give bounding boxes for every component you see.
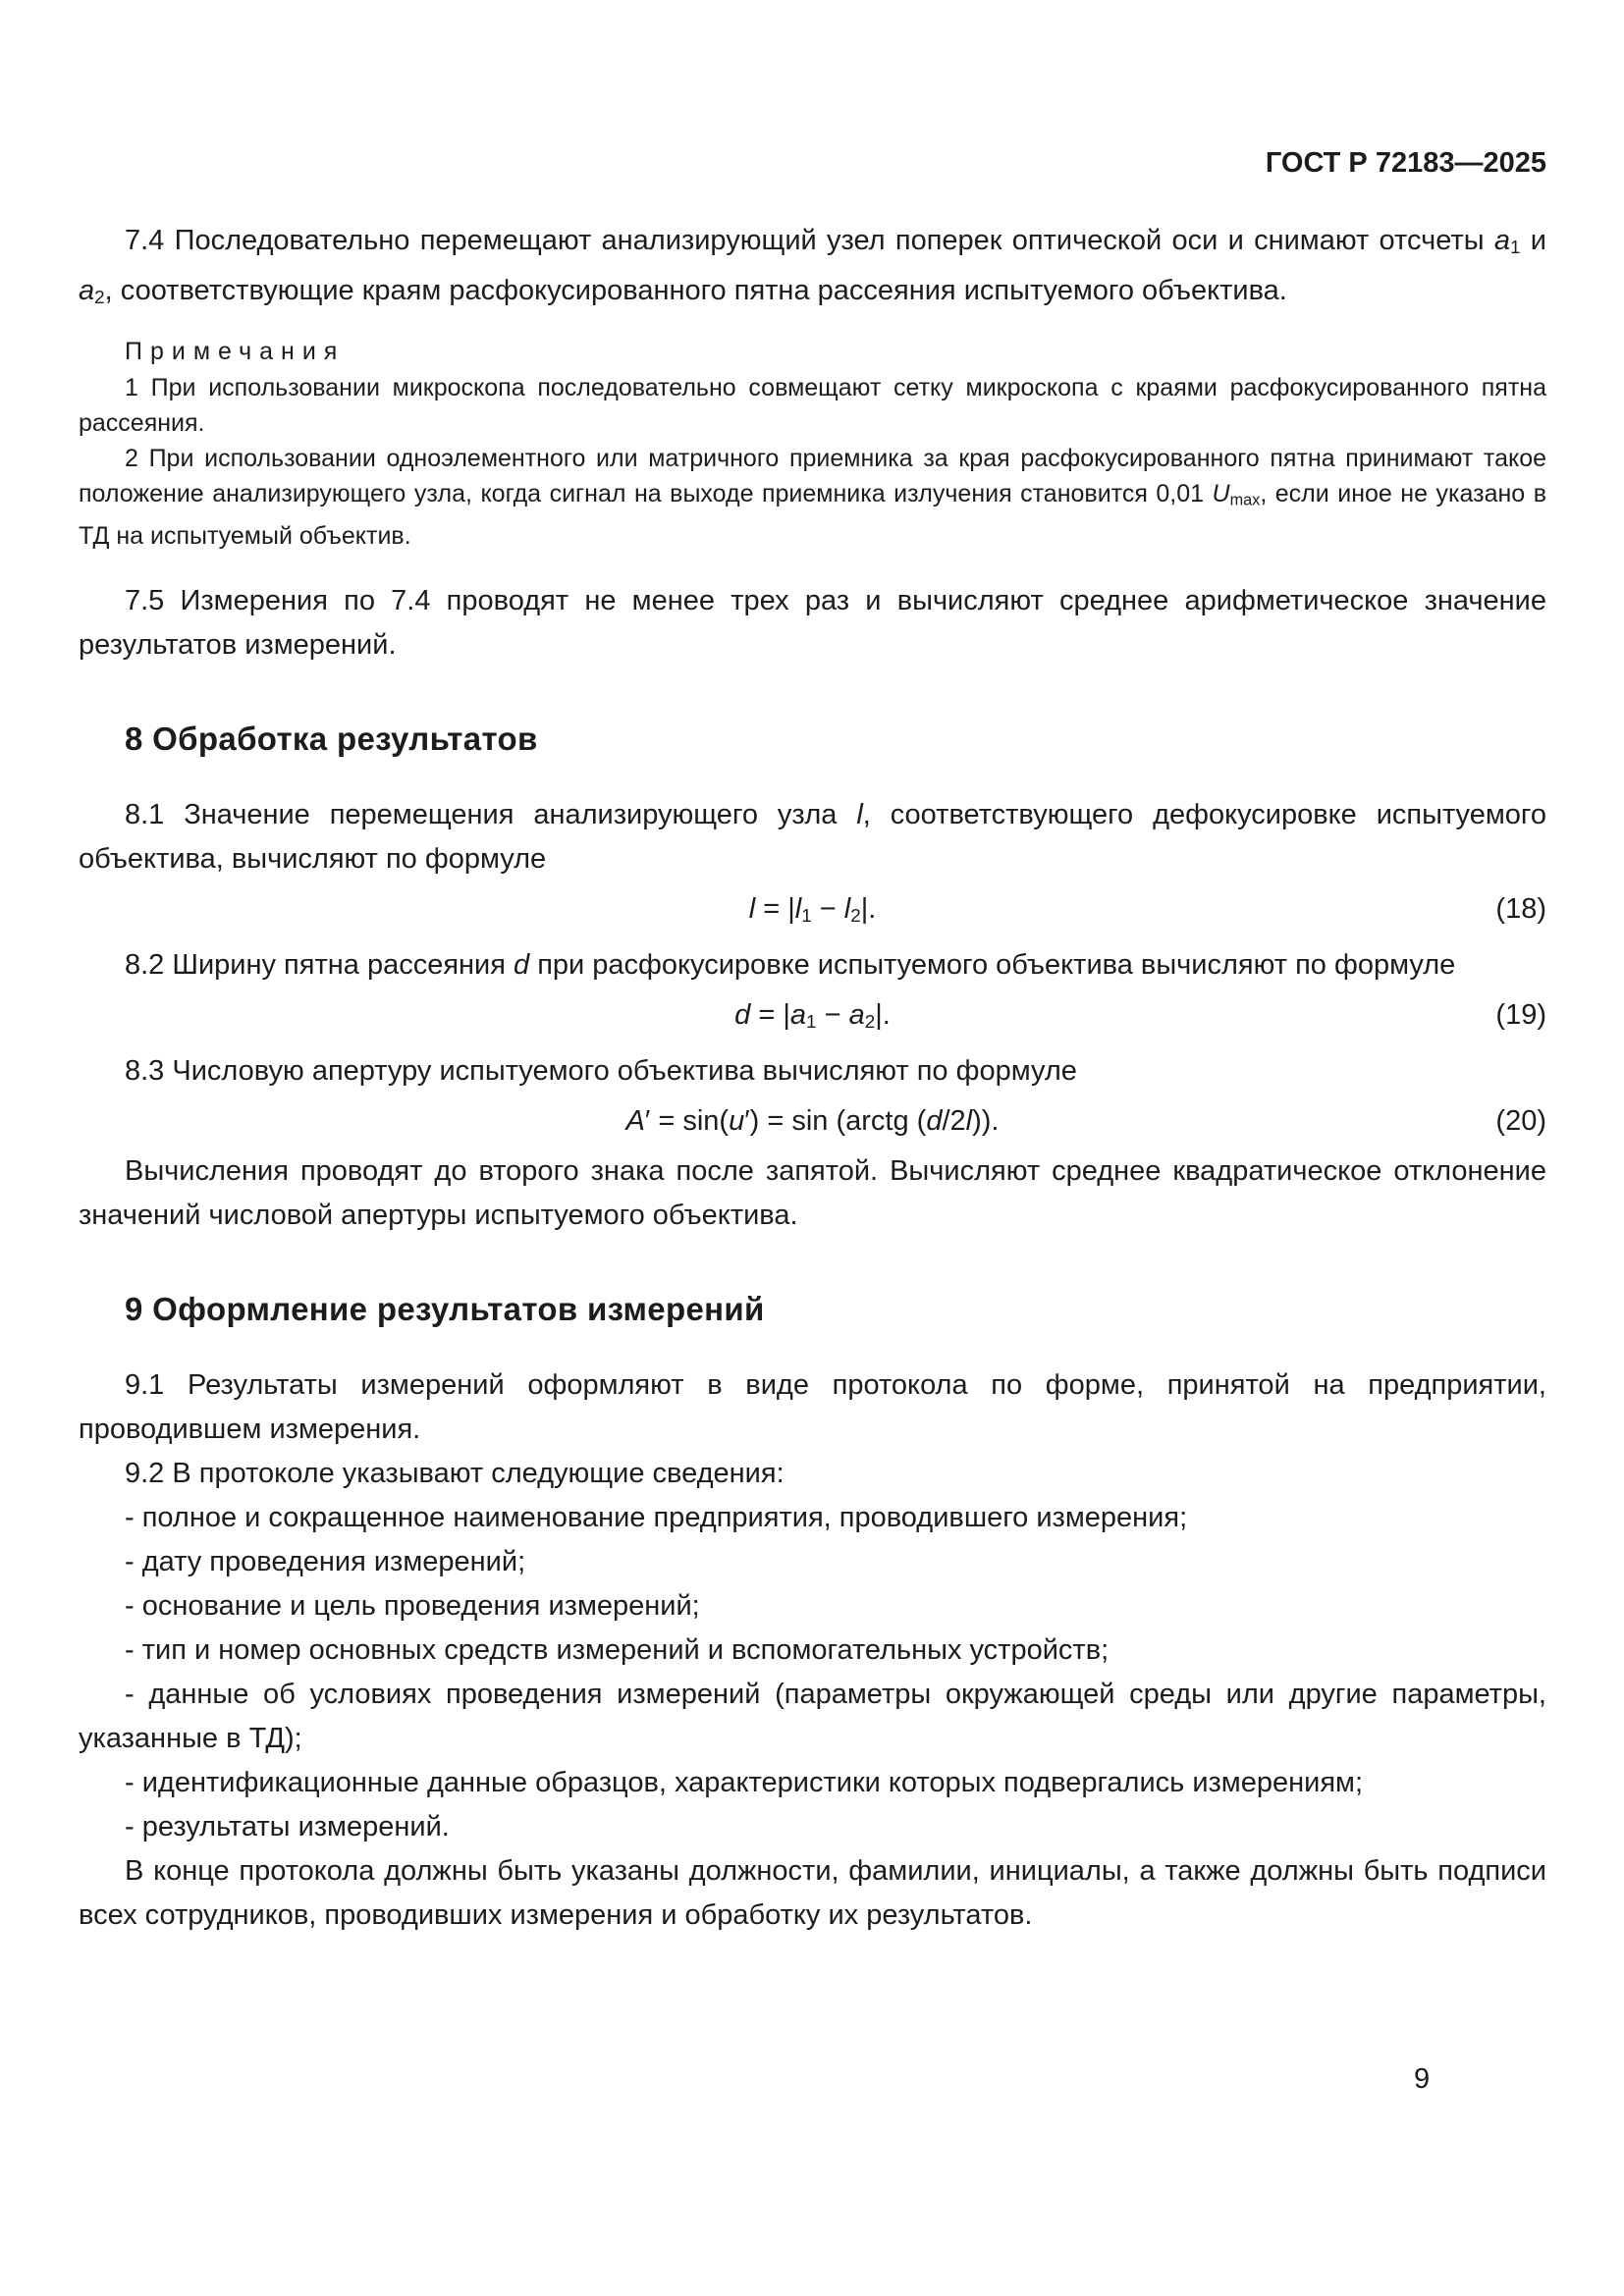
- paragraph-8-1: 8.1 Значение перемещения анализирующего узла l, соответствующего дефокусировке испытуемого объектива, вычисляют по формуле: [79, 798, 1546, 875]
- section-9-heading: 9 Оформление результатов измерений: [125, 1291, 765, 1328]
- paragraph-8-2: 8.2 Ширину пятна рассеяния d при расфокусировке испытуемого объектива вычисляют по формуле: [125, 948, 1456, 981]
- paragraph-9-1: 9.1 Результаты измерений оформляют в виде протокола по форме, принятой на предприятии, проводившем измерения.: [79, 1369, 1546, 1446]
- paragraph-7-5: 7.5 Измерения по 7.4 проводят не менее трех раз и вычисляют среднее арифметическое значение результатов измерений.: [79, 584, 1546, 661]
- list-item: - дату проведения измерений;: [125, 1546, 526, 1578]
- standard-code-header: ГОСТ Р 72183—2025: [1265, 147, 1546, 179]
- formula-19: [79, 993, 1546, 1043]
- section-8-heading: 8 Обработка результатов: [125, 720, 538, 757]
- formula-20: [79, 1099, 1546, 1144]
- page-number: 9: [1414, 2063, 1431, 2095]
- formula-19-number: (19): [1495, 998, 1546, 1031]
- list-item: - тип и номер основных средств измерений и вспомогательных устройств;: [125, 1634, 1110, 1667]
- list-item: - идентификационные данные образцов, характеристики которых подвергались измерениям;: [125, 1767, 1364, 1799]
- closing-paragraph: В конце протокола должны быть указаны должности, фамилии, инициалы, а также должны быть подписи всех сотрудников, проводивших измерения и обработку их результатов.: [79, 1855, 1546, 1932]
- notes-block: [79, 333, 1546, 554]
- note-2: 2 При использовании одноэлементного или матричного приемника за края расфокусированного пятна принимают такое положение анализирующего узла, когда сигнал на выходе приемника излучения становится 0,01 Umax, если иное не указано в ТД на испытуемый объектив.: [79, 445, 1546, 550]
- list-item: - полное и сокращенное наименование предприятия, проводившего измерения;: [125, 1502, 1188, 1534]
- list-item: - основание и цель проведения измерений;: [125, 1590, 700, 1623]
- list-item: - данные об условиях проведения измерений (параметры окружающей среды или другие параметры, указанные в ТД);: [79, 1679, 1546, 1755]
- formula-20-number: (20): [1495, 1105, 1546, 1138]
- formula-20-body: A′ = sin(u′) = sin (arctg (d/2l)).: [625, 1105, 1000, 1138]
- paragraph-7-4: 7.4 Последовательно перемещают анализирующий узел поперек оптической оси и снимают отсчеты a1 и a2, соответствующие краям расфокусированного пятна рассеяния испытуемого объектива.: [79, 225, 1546, 308]
- paragraph-9-2: 9.2 В протоколе указывают следующие сведения:: [125, 1458, 785, 1490]
- paragraph-8-3-continued: Вычисления проводят до второго знака после запятой. Вычисляют среднее квадратическое отклонение значений числовой апертуры испытуемого объектива.: [79, 1155, 1546, 1232]
- list-item: - результаты измерений.: [125, 1811, 450, 1843]
- paragraph-8-3: 8.3 Числовую апертуру испытуемого объектива вычисляют по формуле: [125, 1055, 1077, 1088]
- note-1: 1 При использовании микроскопа последовательно совмещают сетку микроскопа с краями расфокусированного пятна рассеяния.: [79, 374, 1546, 438]
- notes-label: Примечания: [125, 338, 346, 366]
- formula-18-number: (18): [1495, 892, 1546, 925]
- formula-19-body: d = |a1 − a2|.: [734, 998, 891, 1033]
- formula-18: [79, 887, 1546, 937]
- formula-18-body: l = |l1 − l2|.: [748, 892, 877, 926]
